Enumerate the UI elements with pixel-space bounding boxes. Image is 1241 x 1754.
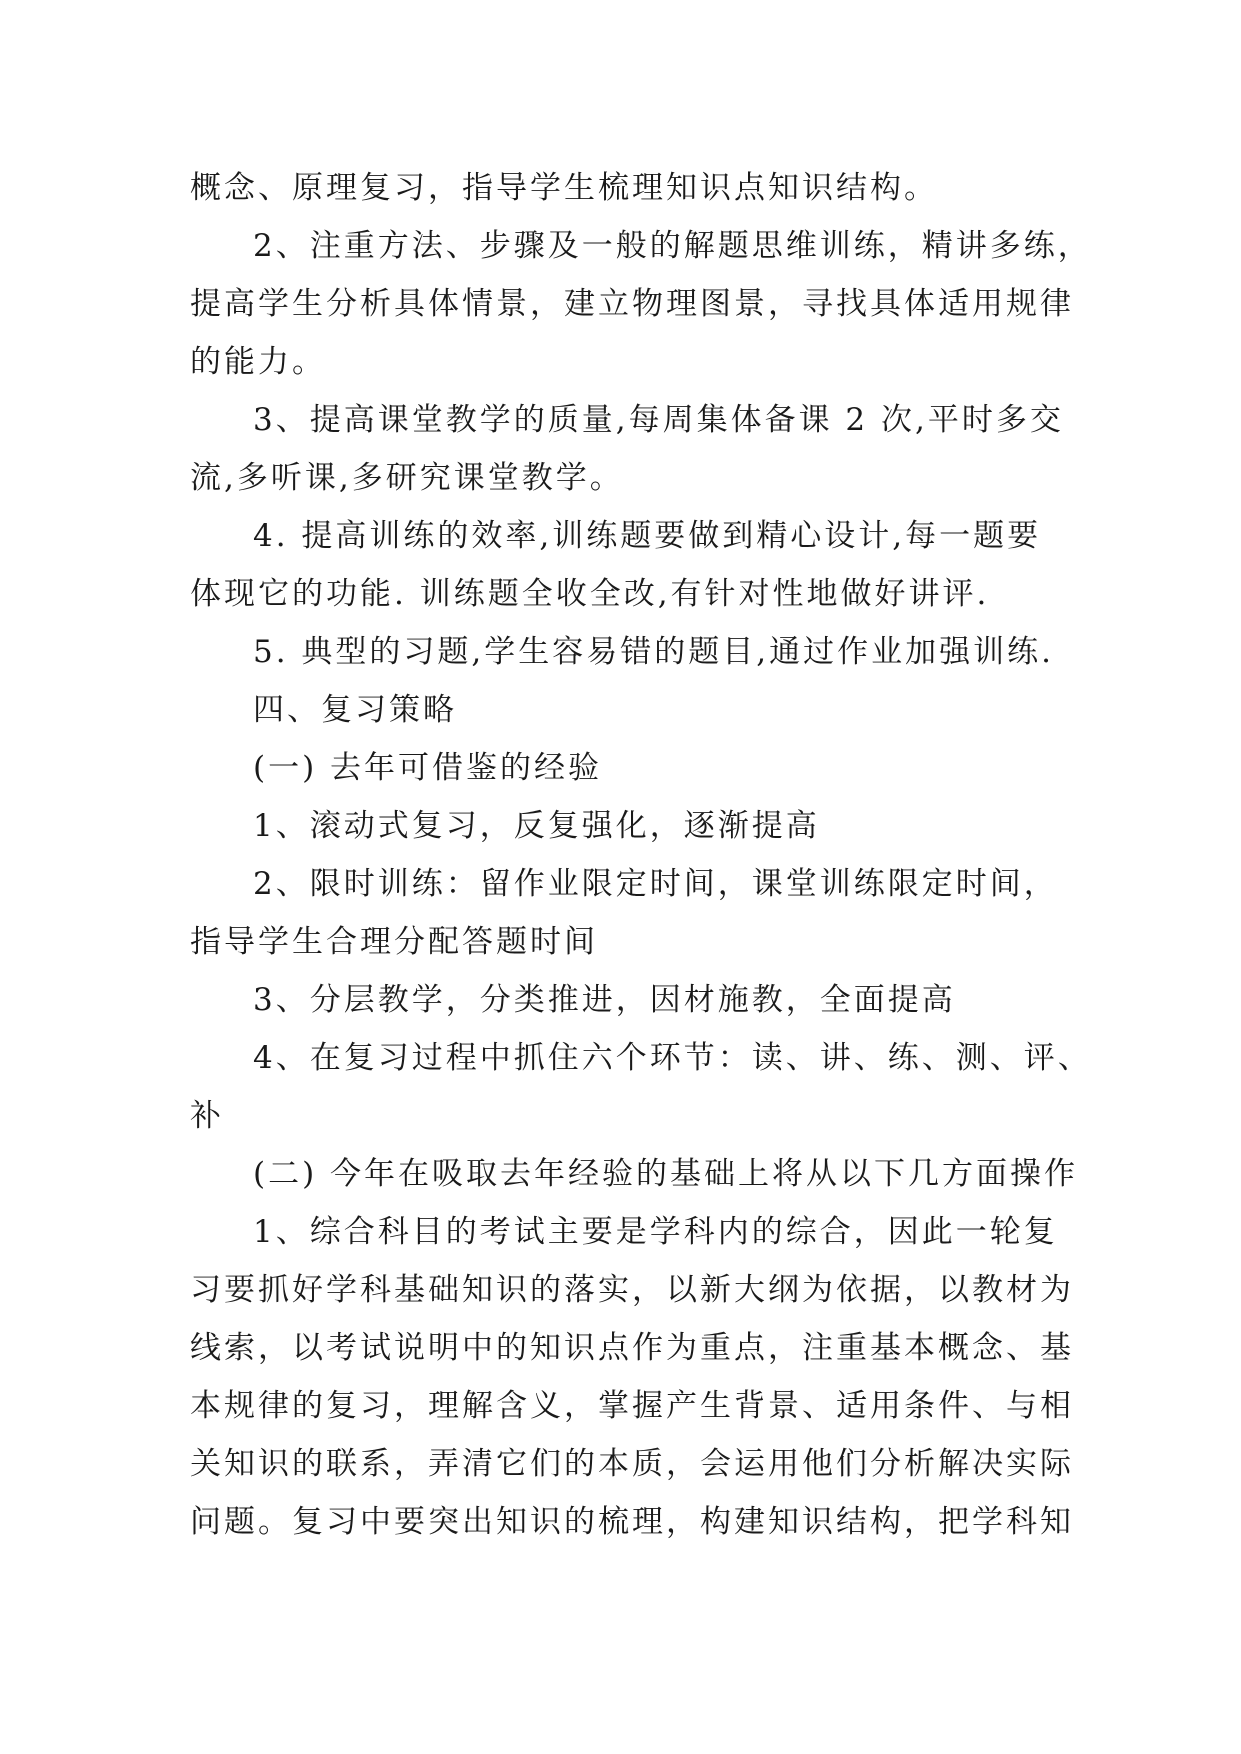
section-heading: 四、复习策略 — [253, 692, 457, 728]
subsection-heading: (二) 今年在吸取去年经验的基础上将从以下几方面操作 — [253, 1156, 1079, 1192]
text-line: 概念、原理复习，指导学生梳理知识点知识结构。 — [190, 170, 938, 206]
text-line: 提高学生分析具体情景，建立物理图景，寻找具体适用规律 — [190, 286, 1074, 322]
text-line: 补 — [190, 1098, 224, 1134]
text-line: 本规律的复习，理解含义，掌握产生背景、适用条件、与相 — [190, 1388, 1074, 1424]
text-line: 线索，以考试说明中的知识点作为重点，注重基本概念、基 — [190, 1330, 1074, 1366]
text-line: 的能力。 — [190, 344, 326, 380]
text-line: 流,多听课,多研究课堂教学。 — [190, 460, 624, 496]
text-line: 2、限时训练：留作业限定时间，课堂训练限定时间， — [253, 866, 1058, 902]
text-line: 1、综合科目的考试主要是学科内的综合，因此一轮复 — [253, 1214, 1058, 1250]
text-line: 4. 提高训练的效率,训练题要做到精心设计,每一题要 — [253, 518, 1042, 554]
text-line: 2、注重方法、步骤及一般的解题思维训练，精讲多练， — [253, 228, 1092, 264]
text-line: 问题。复习中要突出知识的梳理，构建知识结构，把学科知 — [190, 1504, 1074, 1540]
text-line: 习要抓好学科基础知识的落实，以新大纲为依据，以教材为 — [190, 1272, 1074, 1308]
text-line: 3、分层教学，分类推进，因材施教，全面提高 — [253, 982, 956, 1018]
text-line: 1、滚动式复习，反复强化，逐渐提高 — [253, 808, 820, 844]
text-line: 4、在复习过程中抓住六个环节：读、讲、练、测、评、 — [253, 1040, 1092, 1076]
text-line: 指导学生合理分配答题时间 — [190, 924, 598, 960]
subsection-heading: (一) 去年可借鉴的经验 — [253, 750, 603, 786]
text-line: 5. 典型的习题,学生容易错的题目,通过作业加强训练. — [253, 634, 1054, 670]
text-line: 体现它的功能. 训练题全收全改,有针对性地做好讲评. — [190, 576, 990, 612]
text-line: 关知识的联系，弄清它们的本质，会运用他们分析解决实际 — [190, 1446, 1074, 1482]
text-line: 3、提高课堂教学的质量,每周集体备课 2 次,平时多交 — [253, 402, 1064, 438]
